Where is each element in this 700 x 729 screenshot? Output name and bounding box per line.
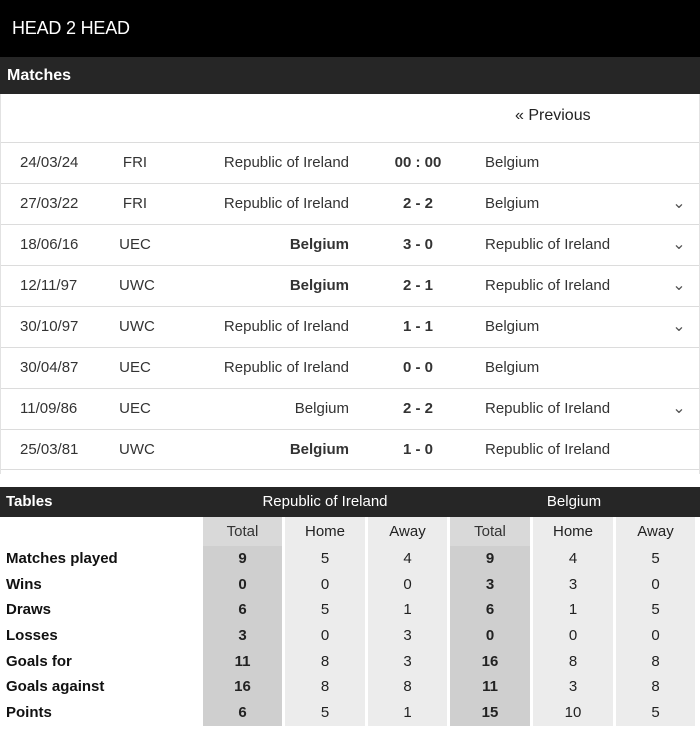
stat-value: 0 <box>616 572 695 598</box>
stat-value: 8 <box>285 674 365 700</box>
stat-value: 3 <box>533 674 613 700</box>
stat-value: 16 <box>203 674 282 700</box>
match-row[interactable] <box>1 265 699 306</box>
match-competition: UWC <box>119 318 155 335</box>
match-date: 24/03/24 <box>20 154 79 171</box>
column-header: Total <box>203 517 282 546</box>
match-score: 1 - 1 <box>402 318 433 335</box>
match-score: 2 - 2 <box>402 400 433 417</box>
stat-value: 8 <box>285 649 365 675</box>
match-row[interactable] <box>1 183 699 224</box>
stat-value: 10 <box>533 700 613 726</box>
match-date: 27/03/22 <box>20 195 79 212</box>
tables-section <box>0 487 700 726</box>
stat-value: 0 <box>203 572 282 598</box>
stat-value: 15 <box>450 700 530 726</box>
stat-value: 5 <box>616 700 695 726</box>
match-competition: FRI <box>122 154 148 171</box>
matches-section-title: Matches <box>0 57 700 94</box>
stat-label: Losses <box>6 627 58 645</box>
stat-value: 1 <box>368 597 447 623</box>
match-date: 30/10/97 <box>20 318 79 335</box>
match-away-team: Belgium <box>485 318 540 335</box>
matches-list <box>0 94 700 474</box>
stat-value: 8 <box>616 674 695 700</box>
stat-value: 0 <box>616 623 695 649</box>
match-home-team: Republic of Ireland <box>223 154 349 171</box>
match-score: 2 - 2 <box>402 195 433 212</box>
stat-label: Matches played <box>6 550 118 567</box>
stat-value: 1 <box>533 597 613 623</box>
column-header: Away <box>368 517 447 546</box>
match-away-team: Belgium <box>485 154 540 171</box>
column-header: Home <box>285 517 365 546</box>
match-home-team: Belgium <box>289 236 349 253</box>
stat-value: 3 <box>203 623 282 649</box>
stat-value: 6 <box>203 597 282 623</box>
stat-value: 8 <box>368 674 447 700</box>
tables-column-headers <box>0 517 700 546</box>
stat-row <box>0 649 700 675</box>
tables-title: Tables <box>6 493 53 510</box>
match-row[interactable] <box>1 224 699 265</box>
match-row[interactable] <box>1 388 699 429</box>
column-header: Home <box>533 517 613 546</box>
chevron-down-icon[interactable]: ⌄ <box>672 277 686 294</box>
match-home-team: Belgium <box>289 277 349 294</box>
stat-value: 0 <box>285 623 365 649</box>
match-competition: UWC <box>119 441 155 458</box>
stat-label: Wins <box>6 575 42 593</box>
match-home-team: Republic of Ireland <box>223 359 349 376</box>
match-date: 12/11/97 <box>20 277 78 294</box>
match-home-team: Belgium <box>289 441 349 458</box>
stat-row <box>0 623 700 649</box>
match-home-team: Republic of Ireland <box>223 195 349 212</box>
match-away-team: Republic of Ireland <box>485 441 611 458</box>
column-header: Away <box>616 517 695 546</box>
stat-row <box>0 572 700 598</box>
chevron-down-icon[interactable]: ⌄ <box>672 236 686 253</box>
stat-value: 5 <box>616 597 695 623</box>
stat-value: 6 <box>450 597 530 623</box>
previous-link[interactable]: « Previous <box>515 107 591 124</box>
match-away-team: Republic of Ireland <box>485 277 611 294</box>
stat-value: 8 <box>533 649 613 675</box>
stat-value: 0 <box>368 572 447 598</box>
match-date: 11/09/86 <box>20 400 78 417</box>
stat-row <box>0 597 700 623</box>
stat-value: 4 <box>368 546 447 572</box>
match-score: 0 - 0 <box>402 359 433 376</box>
stat-label: Draws <box>6 601 52 619</box>
stat-value: 1 <box>368 700 447 726</box>
chevron-down-icon[interactable]: ⌄ <box>672 400 686 417</box>
tables-body <box>0 546 700 726</box>
stat-value: 5 <box>285 700 365 726</box>
match-away-team: Belgium <box>485 195 540 212</box>
stat-value: 3 <box>533 572 613 598</box>
match-competition: UWC <box>119 277 155 294</box>
team2-name: Belgium <box>546 493 602 510</box>
stat-value: 3 <box>368 623 447 649</box>
stat-row <box>0 674 700 700</box>
stat-value: 5 <box>285 597 365 623</box>
match-score: 00 : 00 <box>394 154 442 171</box>
stat-value: 11 <box>203 649 282 675</box>
stat-value: 0 <box>285 572 365 598</box>
stat-value: 5 <box>616 546 695 572</box>
match-away-team: Belgium <box>485 359 540 376</box>
stat-value: 3 <box>450 572 530 598</box>
match-row <box>1 142 699 183</box>
match-competition: FRI <box>122 195 148 212</box>
stat-value: 5 <box>285 546 365 572</box>
match-date: 25/03/81 <box>20 441 79 458</box>
match-row[interactable] <box>1 306 699 347</box>
stat-row <box>0 546 700 572</box>
match-competition: UEC <box>119 400 151 417</box>
stat-value: 4 <box>533 546 613 572</box>
match-competition: UEC <box>119 359 151 376</box>
match-home-team: Republic of Ireland <box>223 318 349 335</box>
match-row <box>1 429 699 470</box>
stat-value: 0 <box>450 623 530 649</box>
column-header: Total <box>450 517 530 546</box>
stat-label: Goals for <box>6 652 72 670</box>
match-date: 30/04/87 <box>20 359 79 376</box>
match-home-team: Belgium <box>294 400 349 417</box>
match-score: 3 - 0 <box>402 236 433 253</box>
stat-value: 11 <box>450 674 530 700</box>
chevron-down-icon[interactable]: ⌄ <box>672 195 686 212</box>
stat-value: 16 <box>450 649 530 675</box>
stat-value: 8 <box>616 649 695 675</box>
match-row <box>1 347 699 388</box>
match-rows <box>1 142 699 470</box>
stat-value: 0 <box>533 623 613 649</box>
stat-value: 3 <box>368 649 447 675</box>
match-score: 1 - 0 <box>402 441 433 458</box>
page-title: HEAD 2 HEAD <box>0 0 700 57</box>
match-competition: UEC <box>119 236 151 253</box>
stat-row <box>0 700 700 726</box>
stat-value: 9 <box>450 546 530 572</box>
match-date: 18/06/16 <box>20 236 79 253</box>
match-away-team: Republic of Ireland <box>485 400 611 417</box>
match-away-team: Republic of Ireland <box>485 236 611 253</box>
stat-label: Goals against <box>6 678 105 696</box>
team1-name: Republic of Ireland <box>262 493 388 510</box>
chevron-down-icon[interactable]: ⌄ <box>672 318 686 335</box>
stat-value: 9 <box>203 546 282 572</box>
stat-label: Points <box>6 704 52 722</box>
stat-value: 6 <box>203 700 282 726</box>
tables-header <box>0 487 700 517</box>
match-score: 2 - 1 <box>402 277 433 294</box>
